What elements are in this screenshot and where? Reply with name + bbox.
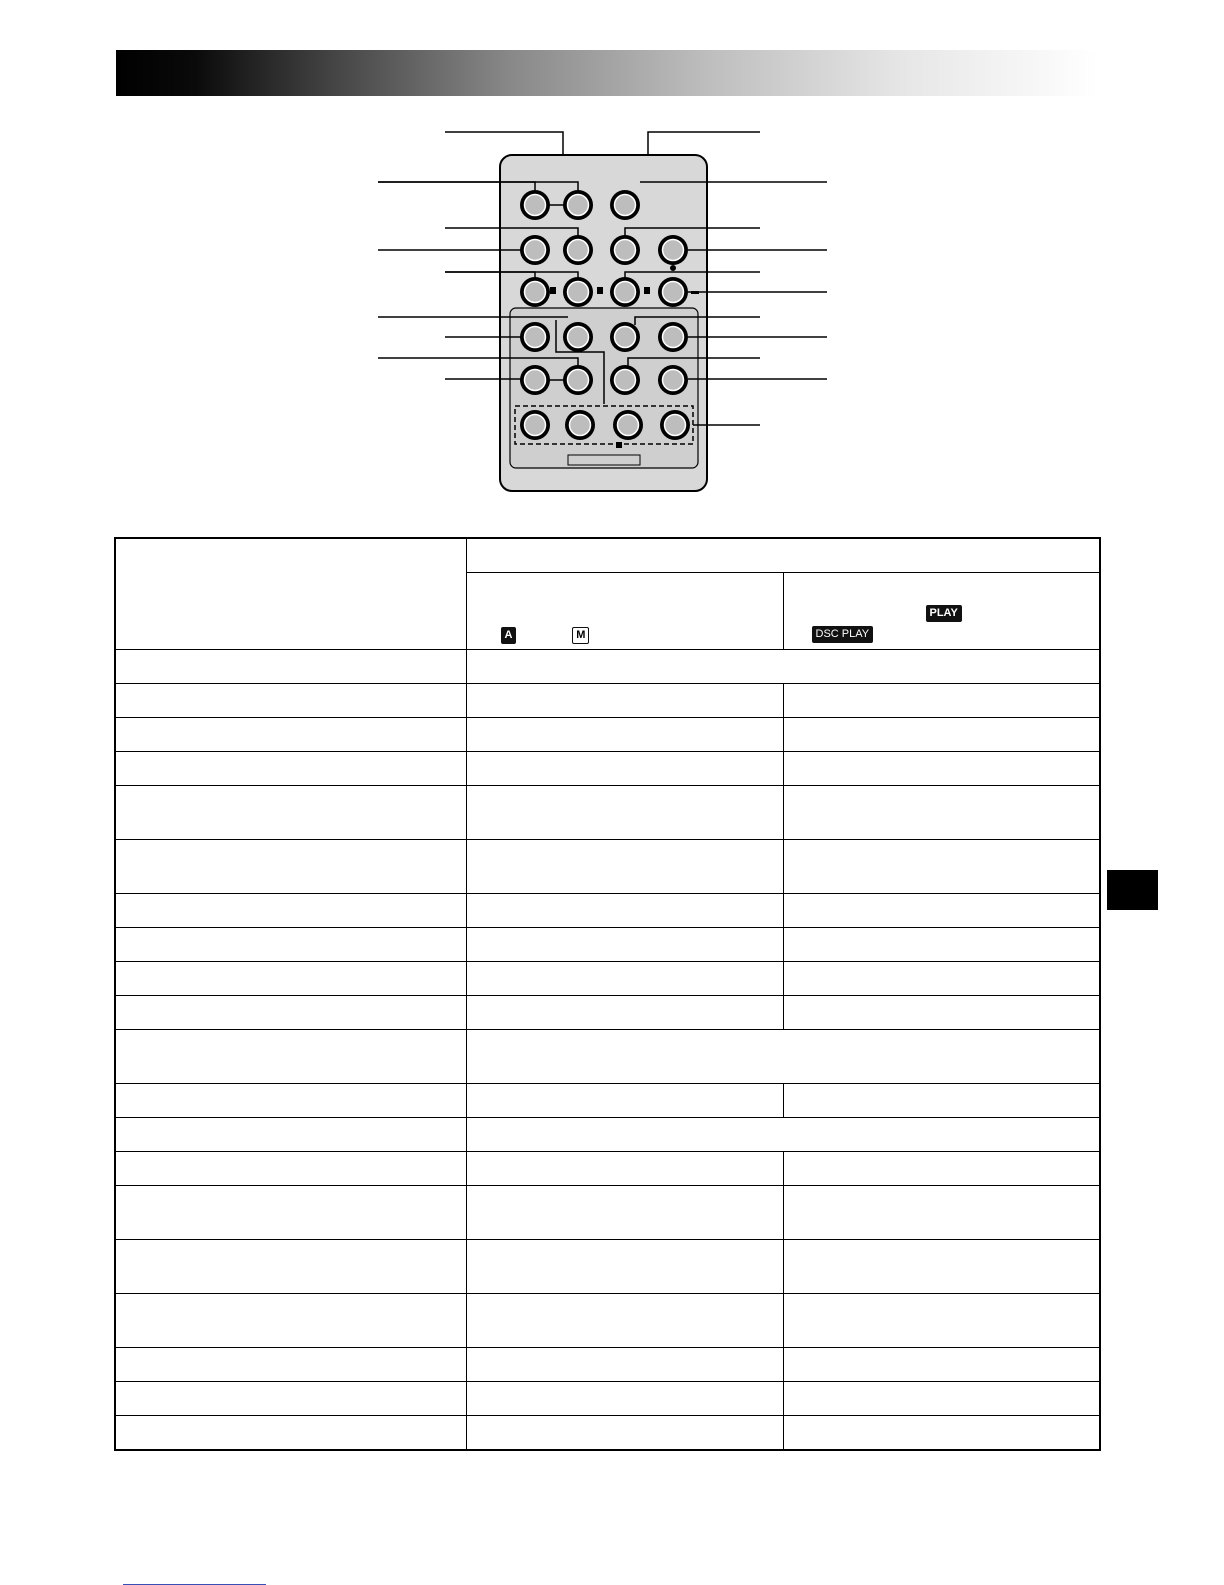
row-play-cell [783, 1294, 1100, 1348]
row-play-cell [783, 962, 1100, 996]
remote-button-face [615, 240, 636, 261]
row-span-cell [466, 1118, 1100, 1152]
row-play-cell [783, 1240, 1100, 1294]
row-play-cell [783, 1186, 1100, 1240]
row-label-cell [115, 894, 466, 928]
remote-button-face [615, 327, 636, 348]
row-record-cell [466, 840, 783, 894]
row-label-cell [115, 718, 466, 752]
row-label-cell [115, 1030, 466, 1084]
row-label-cell [115, 1118, 466, 1152]
remote-button-face [525, 327, 546, 348]
row-span-cell [466, 650, 1100, 684]
row-record-cell [466, 684, 783, 718]
dsc-play-badge: DSC PLAY [812, 626, 874, 643]
row-record-cell [466, 1416, 783, 1451]
remote-button-face [525, 282, 546, 303]
row-label-cell [115, 752, 466, 786]
table-row [115, 1348, 1100, 1382]
section-header-bar [116, 50, 1098, 96]
table-row [115, 840, 1100, 894]
table-row [115, 786, 1100, 840]
row-play-cell [783, 840, 1100, 894]
row-record-cell [466, 786, 783, 840]
row-label-cell [115, 1416, 466, 1451]
table-row [115, 650, 1100, 684]
row-label-cell [115, 1084, 466, 1118]
remote-button-face [615, 370, 636, 391]
row-span-cell [466, 1030, 1100, 1084]
row-record-cell [466, 1348, 783, 1382]
table-row [115, 1084, 1100, 1118]
row-play-cell [783, 684, 1100, 718]
table-row [115, 1294, 1100, 1348]
row-label-cell [115, 1186, 466, 1240]
row-label-cell [115, 962, 466, 996]
row-play-cell [783, 752, 1100, 786]
remote-button-face [663, 240, 684, 261]
remote-button-face [663, 327, 684, 348]
row-play-cell [783, 1416, 1100, 1451]
remote-button-face [568, 370, 589, 391]
row-label-cell [115, 684, 466, 718]
remote-bottom-slot [568, 455, 640, 465]
section-side-tab [1107, 870, 1158, 910]
mode-left-cell [466, 573, 783, 650]
remote-button-face [525, 415, 546, 436]
row-label-cell [115, 840, 466, 894]
row-record-cell [466, 1294, 783, 1348]
mode-a-badge: A [501, 627, 517, 644]
table-row [115, 962, 1100, 996]
remote-button-face [525, 195, 546, 216]
row-record-cell [466, 752, 783, 786]
remote-button-face [663, 282, 684, 303]
remote-button-face [615, 195, 636, 216]
remote-button-face [568, 195, 589, 216]
table-row [115, 1152, 1100, 1186]
remote-button-face [570, 415, 591, 436]
row-label-cell [115, 1294, 466, 1348]
remote-button-face [663, 370, 684, 391]
row-record-cell [466, 894, 783, 928]
table-row [115, 1118, 1100, 1152]
row-label-cell [115, 928, 466, 962]
row-play-cell [783, 1152, 1100, 1186]
row-record-cell [466, 718, 783, 752]
row-play-cell [783, 928, 1100, 962]
row-play-cell [783, 1084, 1100, 1118]
row-label-cell [115, 786, 466, 840]
row-record-cell [466, 928, 783, 962]
row-record-cell [466, 1152, 783, 1186]
row-label-cell [115, 996, 466, 1030]
remote-button-face [568, 282, 589, 303]
table-row [115, 1416, 1100, 1451]
row-play-cell [783, 1382, 1100, 1416]
play-badge: PLAY [926, 605, 962, 622]
row-record-cell [466, 962, 783, 996]
row-play-cell [783, 996, 1100, 1030]
remote-button-face [568, 327, 589, 348]
table-row [115, 1382, 1100, 1416]
header-col1 [115, 538, 466, 650]
row-record-cell [466, 1084, 783, 1118]
remote-button-face [615, 282, 636, 303]
function-table [114, 537, 1101, 1451]
remote-button-face [618, 415, 639, 436]
mode-right-cell [783, 573, 1100, 650]
remote-control-diagram [370, 120, 840, 500]
row-label-cell [115, 1382, 466, 1416]
remote-button-face [525, 370, 546, 391]
row-label-cell [115, 1240, 466, 1294]
table-row [115, 718, 1100, 752]
table-row [115, 996, 1100, 1030]
row-label-cell [115, 650, 466, 684]
table-row [115, 1240, 1100, 1294]
row-play-cell [783, 894, 1100, 928]
table-row [115, 1030, 1100, 1084]
remote-button-face [665, 415, 686, 436]
remote-button-face [525, 240, 546, 261]
row-record-cell [466, 996, 783, 1030]
row-play-cell [783, 786, 1100, 840]
row-label-cell [115, 1152, 466, 1186]
row-play-cell [783, 1348, 1100, 1382]
mode-m-badge: M [572, 627, 589, 644]
row-label-cell [115, 1348, 466, 1382]
row-play-cell [783, 718, 1100, 752]
row-record-cell [466, 1382, 783, 1416]
table-row [115, 752, 1100, 786]
table-header-row [115, 538, 1100, 573]
table-row [115, 928, 1100, 962]
row-record-cell [466, 1186, 783, 1240]
remote-button-face [568, 240, 589, 261]
row-record-cell [466, 1240, 783, 1294]
table-row [115, 684, 1100, 718]
table-row [115, 1186, 1100, 1240]
table-row [115, 894, 1100, 928]
header-span [466, 538, 1100, 573]
